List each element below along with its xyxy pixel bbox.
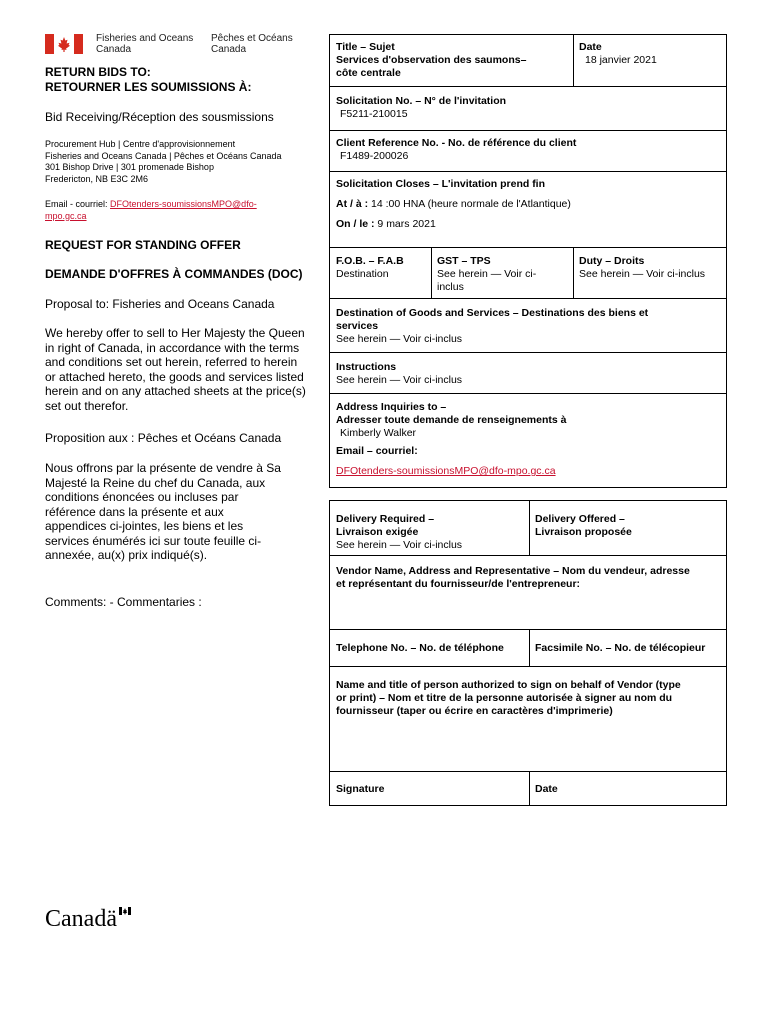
offer-text-fr: Nous offrons par la présente de vendre à Sa Majesté la Reine du chef du Canada, aux conditions énoncées ou incluses par référence dans la présente et aux appendices ci-jointes, les biens et les services énumérés ici sur toute feuille ci- annexée, au(x) prix indiqué(s). <box>45 461 281 562</box>
return-bids-heading: RETURN BIDS TO: RETOURNER LES SOUMISSIONS À: <box>45 65 252 94</box>
instructions-cell: Instructions See herein — Voir ci-inclus <box>336 361 463 386</box>
solicitation-form <box>329 34 727 488</box>
gst-cell: GST – TPS See herein — Voir ci- inclus <box>437 255 537 293</box>
title-cell: Title – Sujet Services d'observation des saumons– côte centrale <box>336 41 527 79</box>
dept-name-en: Fisheries and Oceans Canada <box>96 33 194 55</box>
offer-text-en: We hereby offer to sell to Her Majesty the Queen in right of Canada, in accordance with the terms and conditions set out herein, referred to herein or attached hereto, the goods and services listed herein and on any attached sheets at the price(s) set out therefor. <box>45 326 306 413</box>
signature-cell[interactable]: Signature <box>336 783 385 795</box>
facsimile-cell[interactable]: Facsimile No. – No. de télécopieur <box>535 642 706 654</box>
duty-cell: Duty – Droits See herein — Voir ci-inclus <box>579 255 706 280</box>
return-email-link[interactable]: DFOtenders-soumissionsMPO@dfo- <box>110 199 257 209</box>
signature-date-cell[interactable]: Date <box>535 783 558 795</box>
return-email: Email - courriel: DFOtenders-soumissionsMPO@dfo- mpo.gc.ca <box>45 199 257 221</box>
proposition-aux: Proposition aux : Pêches et Océans Canada <box>45 431 282 445</box>
telephone-cell[interactable]: Telephone No. – No. de téléphone <box>336 642 504 654</box>
wordmark-flag-icon <box>119 907 131 915</box>
destination-cell: Destination of Goods and Services – Destinations des biens et services See herein — Voir ci-inclus <box>336 307 649 345</box>
solicitation-no-cell: Solicitation No. – N° de l'invitation F5211-210015 <box>336 95 507 120</box>
date-cell: Date 18 janvier 2021 <box>579 41 657 66</box>
authorized-person-cell[interactable]: Name and title of person authorized to sign on behalf of Vendor (type or print) – Nom et titre de la personne autorisée à signer au nom du fournisseur (taper ou écrire en caractères d'imprimerie) <box>336 679 681 717</box>
canada-flag-icon <box>45 34 83 54</box>
doc-heading: DEMANDE D'OFFRES À COMMANDES (DOC) <box>45 267 303 281</box>
delivery-offered-cell: Delivery Offered – Livraison proposée <box>535 513 632 538</box>
solicitation-closes-cell: Solicitation Closes – L'invitation prend fin At / à : 14 :00 HNA (heure normale de l'Atlantique) On / le : 9 mars 2021 <box>336 178 571 230</box>
return-email-link-cont[interactable]: mpo.gc.ca <box>45 210 87 221</box>
comments-label: Comments: - Commentaries : <box>45 595 202 609</box>
canada-wordmark: Canadä <box>45 906 117 933</box>
proposal-to: Proposal to: Fisheries and Oceans Canada <box>45 297 275 311</box>
fob-cell: F.O.B. – F.A.B Destination <box>336 255 404 280</box>
inquiries-cell: Address Inquiries to – Adresser toute demande de renseignements à Kimberly Walker Email – courriel: DFOtenders-soumissionsMPO@dfo-mpo.gc.ca <box>330 397 726 482</box>
client-ref-cell: Client Reference No. - No. de référence du client F1489-200026 <box>336 137 577 162</box>
inquiries-email-link[interactable]: DFOtenders-soumissionsMPO@dfo-mpo.gc.ca <box>336 465 556 477</box>
rfso-heading: REQUEST FOR STANDING OFFER <box>45 238 241 252</box>
delivery-required-cell: Delivery Required – Livraison exigée See herein — Voir ci-inclus <box>336 513 463 551</box>
dept-name-fr: Pêches et Océans Canada <box>211 33 293 55</box>
vendor-name-cell[interactable]: Vendor Name, Address and Representative – Nom du vendeur, adresse et représentant du fournisseur/de l'entrepreneur: <box>336 565 690 590</box>
vendor-form <box>329 500 727 806</box>
bid-receiving: Bid Receiving/Réception des sousmissions <box>45 110 274 124</box>
procurement-address: Procurement Hub | Centre d'approvisionnement Fisheries and Oceans Canada | Pêches et Océans Canada 301 Bishop Drive | 301 promenade Bishop Fredericton, NB E3C 2M6 <box>45 139 282 184</box>
